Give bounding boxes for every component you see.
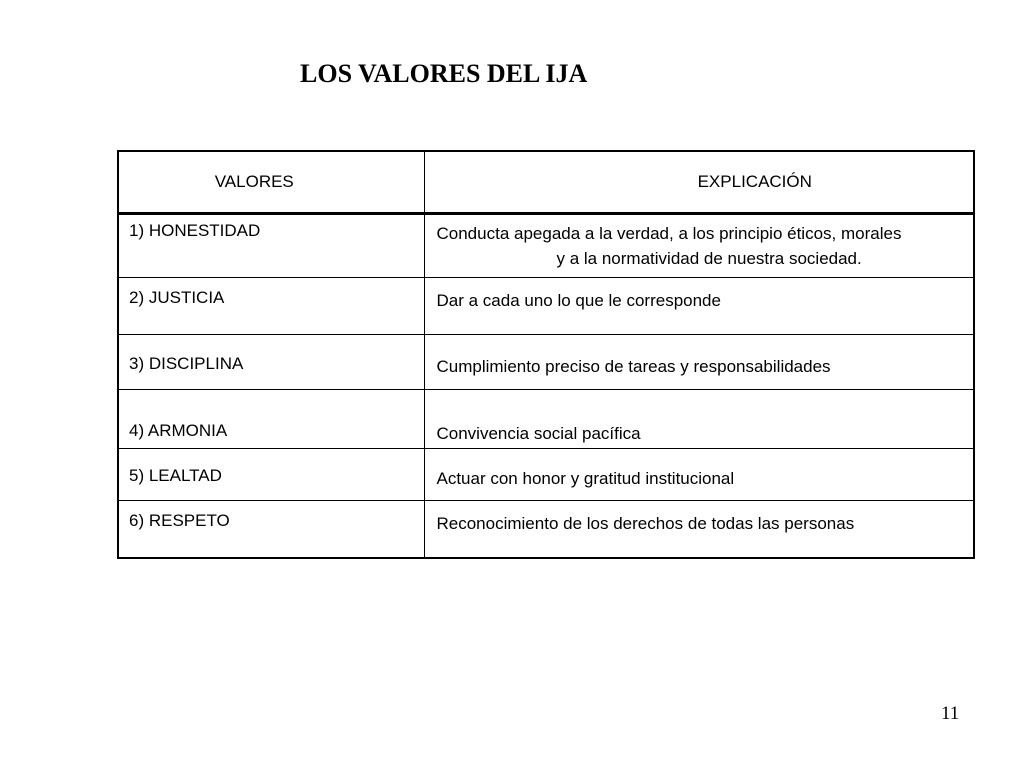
table-header-row xyxy=(118,151,974,213)
table-row xyxy=(118,448,974,500)
value-cell xyxy=(118,448,424,500)
explanation-cell xyxy=(424,213,974,277)
column-header-valores: VALORES xyxy=(118,151,424,213)
value-label: 6) RESPETO xyxy=(129,510,230,530)
table-row xyxy=(118,389,974,448)
value-cell xyxy=(118,500,424,558)
explanation-cell xyxy=(424,500,974,558)
table-row xyxy=(118,334,974,389)
column-header-explicacion: EXPLICACIÓN xyxy=(424,151,974,213)
value-cell xyxy=(118,213,424,277)
table-row xyxy=(118,277,974,334)
explanation-cell xyxy=(424,389,974,448)
explanation-line: y a la normatividad de nuestra sociedad. xyxy=(556,248,862,268)
value-label: 3) DISCIPLINA xyxy=(129,353,244,373)
explanation-cell xyxy=(424,448,974,500)
explanation-line: Dar a cada uno lo que le corresponde xyxy=(436,290,721,310)
value-label: 2) JUSTICIA xyxy=(129,287,225,307)
page-number: 11 xyxy=(941,703,960,724)
table-row xyxy=(118,500,974,558)
value-label: 5) LEALTAD xyxy=(129,465,222,485)
explanation-line: Cumplimiento preciso de tareas y responsabilidades xyxy=(436,356,831,376)
explanation-line: Reconocimiento de los derechos de todas las personas xyxy=(436,513,855,533)
explanation-cell xyxy=(424,277,974,334)
table-row xyxy=(118,213,974,277)
value-cell xyxy=(118,277,424,334)
value-label: 4) ARMONIA xyxy=(129,420,228,440)
slide-title: LOS VALORES DEL IJA xyxy=(300,59,588,88)
value-cell xyxy=(118,389,424,448)
explanation-cell xyxy=(424,334,974,389)
explanation-line: Actuar con honor y gratitud institucional xyxy=(436,468,735,488)
explanation-line: Convivencia social pacífica xyxy=(436,423,641,443)
value-cell xyxy=(118,334,424,389)
value-label: 1) HONESTIDAD xyxy=(129,220,261,240)
explanation-line: Conducta apegada a la verdad, a los principio éticos, morales xyxy=(436,223,902,243)
values-table xyxy=(117,150,975,559)
